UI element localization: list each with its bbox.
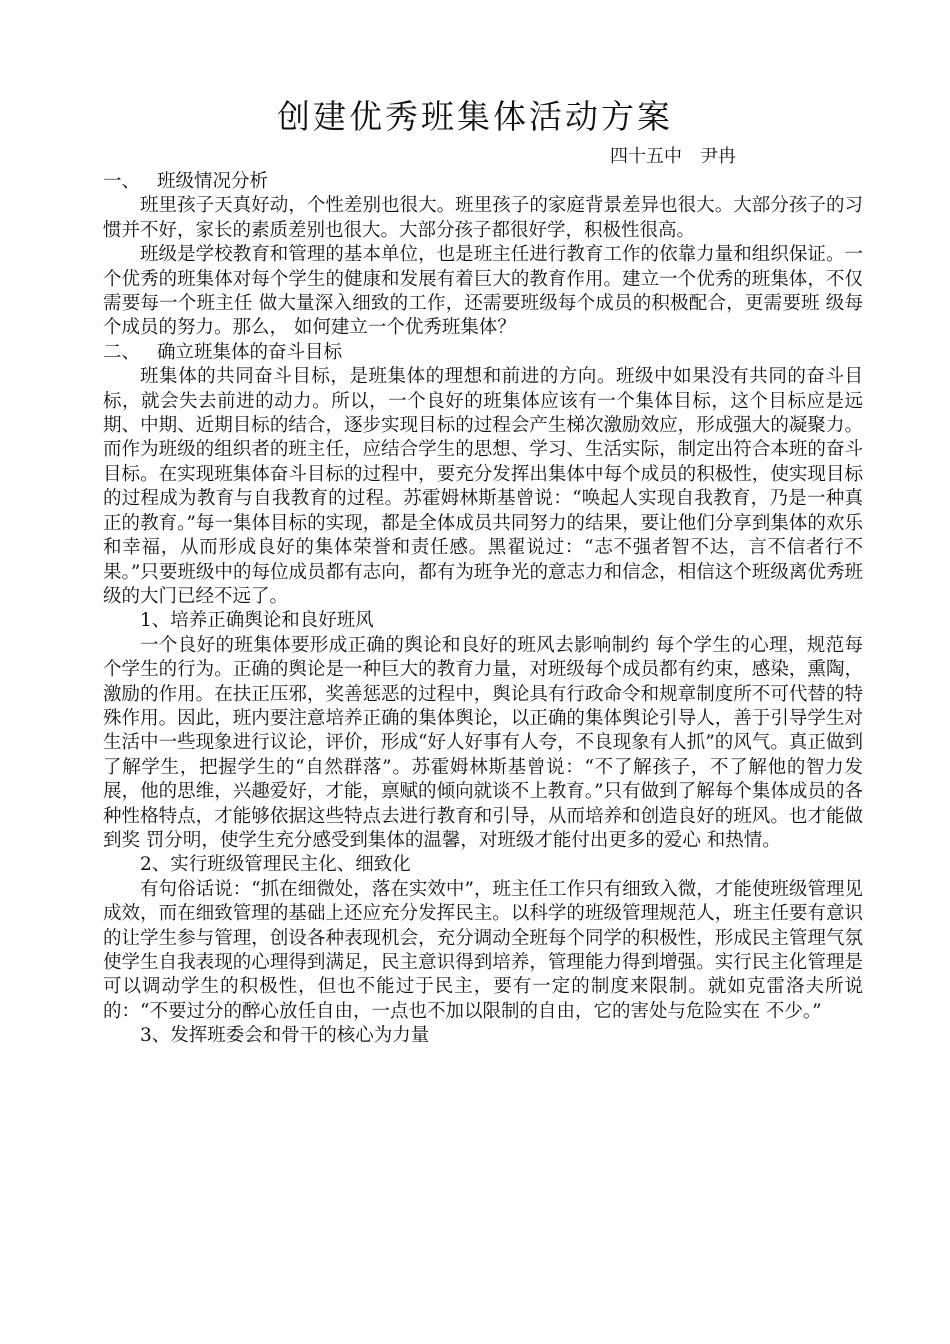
body-paragraph: 班集体的共同奋斗目标，是班集体的理想和前进的方向。班级中如果没有共同的奋斗目标，就会失去前进的动力。所以，一个良好的班集体应该有一个集体目标，这个目标应是远期、中期、近期目标的结合，逐步实现目标的过程会产生梯次激励效应，形成强大的凝聚力。 而作为班级的组织者的班主任，应结合学生的思想、学习、生活实际，制定出符合本班的奋斗目标。在实现班集体奋斗目标的过程中，要充分发挥出集体中每个成员的积极性，使实现目标的过程成为教育与自我教育的过程。苏霍姆林斯基曾说：“唤起人实现自我教育，乃是一种真正的教育。”每一集体目标的实现，都是全体成员共同努力的结果，要让他们分享到集体的欢乐和幸福，从而形成良好的集体荣誉和责任感。黑翟说过：“志不强者智不达，言不信者行不果。”只要班级中的每位成员都有志向，都有为班争光的意志力和信念，相信这个班级离优秀班级的大门已经不远了。 [103, 366, 863, 607]
body-paragraph: 班级是学校教育和管理的基本单位，也是班主任进行教育工作的依靠力量和组织保证。一个优秀的班集体对每个学生的健康和发展有着巨大的教育作用。建立一个优秀的班集体，不仅需要每一个班主任 做大量深入细致的工作，还需要班级每个成员的积极配合，更需要班 级每个成员的努力。那么， 如何建立一个优秀班集体？ [103, 244, 863, 339]
subsection-heading: 3、发挥班委会和骨干的核心为力量 [140, 1025, 430, 1047]
body-paragraph: 有句俗话说：“抓在细微处，落在实效中”，班主任工作只有细致入微，才能使班级管理见成效，而在细致管理的基础上还应充分发挥民主。以科学的班级管理规范人，班主任要有意识的让学生参与管理，创设各种表现机会，充分调动全班每个同学的积极性，形成民主管理气氛使学生自我表现的心理得到满足，民主意识得到培养，管理能力得到增强。实行民主化管理是可以调动学生的积极性，但也不能过于民主，要有一定的制度来限制。就如克雷洛夫所说的：“不要过分的醉心放任自由，一点也不加以限制的自由，它的害处与危险实在 不少。” [103, 878, 863, 1022]
body-paragraph: 班里孩子天真好动，个性差别也很大。班里孩子的家庭背景差异也很大。大部分孩子的习惯并不好，家长的素质差别也很大。大部分孩子都很好学，积极性很高。 [103, 195, 863, 241]
document-title: 创建优秀班集体活动方案 [277, 97, 673, 136]
section-heading-text: 班级情况分析 [157, 171, 269, 192]
subsection-heading: 2、实行班级管理民主化、细致化 [140, 854, 411, 876]
author-school: 四十五中 [610, 146, 682, 167]
author-line [610, 145, 736, 169]
section-heading [103, 341, 863, 365]
section-number: 二、 [103, 341, 141, 363]
section-heading-text: 确立班集体的奋斗目标 [157, 341, 343, 363]
subsection-heading: 1、培养正确舆论和良好班风 [140, 610, 374, 632]
author-name: 尹冉 [700, 146, 736, 167]
body-paragraph: 一个良好的班集体要形成正确的舆论和良好的班风去影响制约 每个学生的心理，规范每个学生的行为。正确的舆论是一种巨大的教育力量，对班级每个成员都有约束，感染，熏陶，激励的作用。在扶正压邪，奖善惩恶的过程中，舆论具有行政命令和规章制度所不可代替的特殊作用。因此，班内要注意培养正确的集体舆论，以正确的集体舆论引导人，善于引导学生对生活中一些现象进行议论，评价，形成“好人好事有人夸，不良现象有人抓”的风气。真正做到了解学生，把握学生的“自然群落”。苏霍姆林斯基曾说：“不了解孩子，不了解他的智力发展，他的思维，兴趣爱好，才能，禀赋的倾向就谈不上教育。”只有做到了解每个集体成员的各种性格特点，才能够依据这些特点去进行教育和引导，从而培养和创造良好的班风。也才能做到奖 罚分明，使学生充分感受到集体的温馨，对班级才能付出更多的爱心 和热情。 [103, 634, 863, 851]
section-heading [103, 170, 863, 194]
document-body [103, 170, 863, 1049]
section-number: 一、 [103, 171, 141, 192]
